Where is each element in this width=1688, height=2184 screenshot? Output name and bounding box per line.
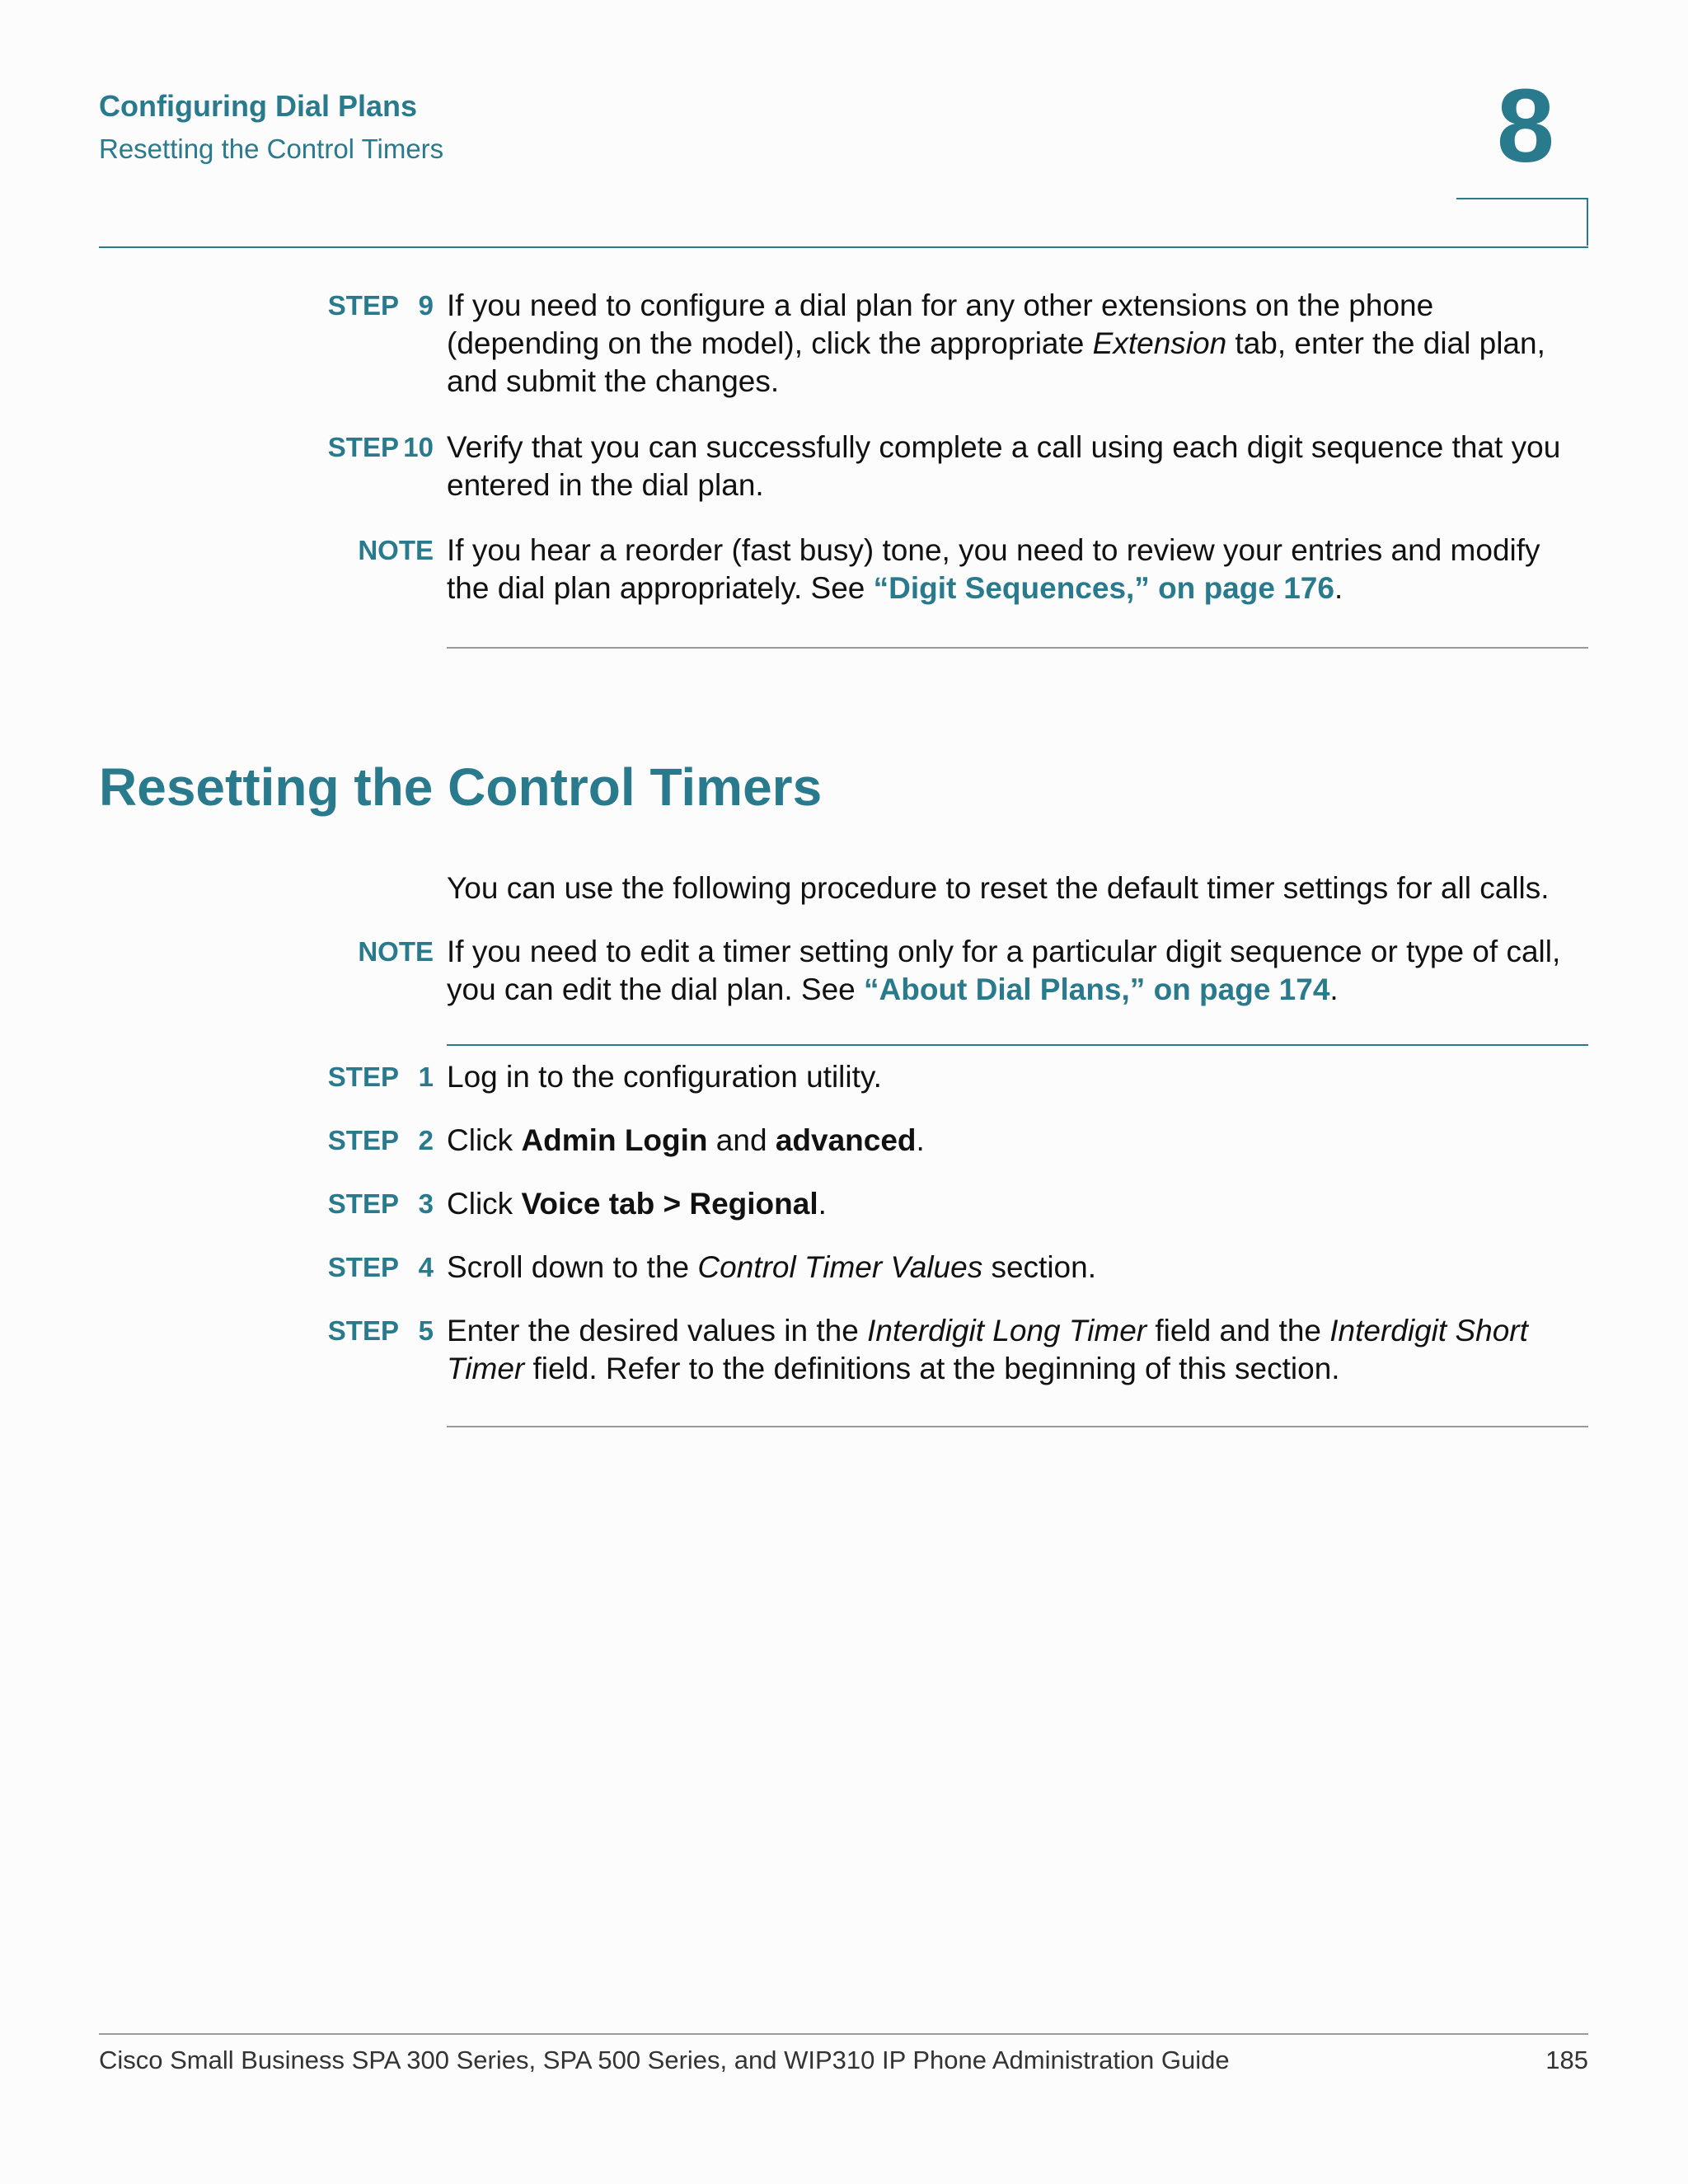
footer-title: Cisco Small Business SPA 300 Series, SPA 500 Series, and WIP310 IP Phone Administration Guide [99,2046,1230,2074]
footer-rule [99,2033,1588,2035]
step-text [447,429,1588,504]
step-label [316,1249,434,1286]
step-word: STEP [327,290,399,321]
text-run: . [818,1187,827,1221]
step-number: 3 [418,1188,434,1219]
text-run: and [707,1123,776,1157]
step-label [316,1058,434,1096]
note-text [447,933,1588,1009]
header-rule [99,246,1588,248]
text-run: If you hear a reorder (fast busy) tone, you need to review your entries and modify the dial plan appropriately. See [447,533,1540,605]
page-number: 185 [1545,2046,1588,2074]
text-run: Scroll down to the [447,1250,698,1284]
text-run: Verify that you can successfully complete a call using each digit sequence that you entered in the dial plan. [447,430,1561,502]
chapter-title: Configuring Dial Plans [99,89,418,123]
step-number: 1 [418,1062,434,1092]
text-run: section. [982,1250,1096,1284]
note-label: NOTE [358,936,434,967]
text-run: If you need to configure a dial plan for any other extensions on the phone (depending on the model), click the appropriate [447,288,1434,360]
step-number: 9 [418,290,434,321]
step-label [316,1185,434,1223]
step-number: 4 [418,1252,434,1282]
cross-reference-link[interactable]: “Digit Sequences,” on page 176 [873,571,1334,605]
step-text [447,1185,1588,1223]
step-text [447,1122,1588,1160]
step-word: STEP [327,1062,399,1092]
step-text [447,1058,1588,1096]
note-text [447,532,1588,607]
text-run: . [1334,571,1343,605]
bold-run: advanced [775,1123,917,1157]
chapter-tab-marker [1456,198,1588,246]
text-run: Click [447,1187,522,1221]
step-text [447,287,1588,401]
step-word: STEP [327,1188,399,1219]
italic-run: Control Timer Values [697,1250,983,1284]
note-end-rule [447,1044,1588,1046]
step-label [316,429,434,466]
text-run: Enter the desired values in the [447,1314,868,1347]
step-label [316,287,434,325]
text-run: Click [447,1123,522,1157]
step-text [447,1249,1588,1286]
step-number: 5 [418,1315,434,1346]
steps-end-rule [447,1426,1588,1427]
section-subtitle: Resetting the Control Timers [99,134,444,164]
step-number: 2 [418,1125,434,1155]
note-label: NOTE [358,535,434,565]
italic-run: Extension [1092,326,1227,360]
step-label [316,1312,434,1350]
text-run: Log in to the configuration utility. [447,1060,882,1094]
italic-run: Interdigit Long Timer [867,1314,1147,1347]
italic-run: Interdigit Short Timer [447,1314,1528,1385]
section-heading: Resetting the Control Timers [99,757,823,817]
intro-text: You can use the following procedure to reset the default timer settings for all calls. [447,871,1550,905]
step-number: 10 [403,432,434,462]
text-run: tab, enter the dial plan, and submit the changes. [447,326,1545,398]
bold-run: Voice tab > Regional [521,1187,818,1221]
step-word: STEP [327,432,399,462]
step-word: STEP [327,1252,399,1282]
note-end-rule [447,647,1588,649]
bold-run: Admin Login [521,1123,708,1157]
cross-reference-link[interactable]: “About Dial Plans,” on page 174 [864,972,1330,1006]
step-word: STEP [327,1125,399,1155]
step-word: STEP [327,1315,399,1346]
text-run: . [916,1123,925,1157]
text-run: field and the [1146,1314,1330,1347]
chapter-number: 8 [1496,68,1554,184]
text-run: If you need to edit a timer setting only for a particular digit sequence or type of call, you can edit the dial plan. See [447,935,1561,1006]
text-run: field. Refer to the definitions at the beginning of this section. [524,1352,1340,1385]
step-label [316,1122,434,1160]
step-text [447,1312,1588,1388]
text-run: . [1329,972,1339,1006]
